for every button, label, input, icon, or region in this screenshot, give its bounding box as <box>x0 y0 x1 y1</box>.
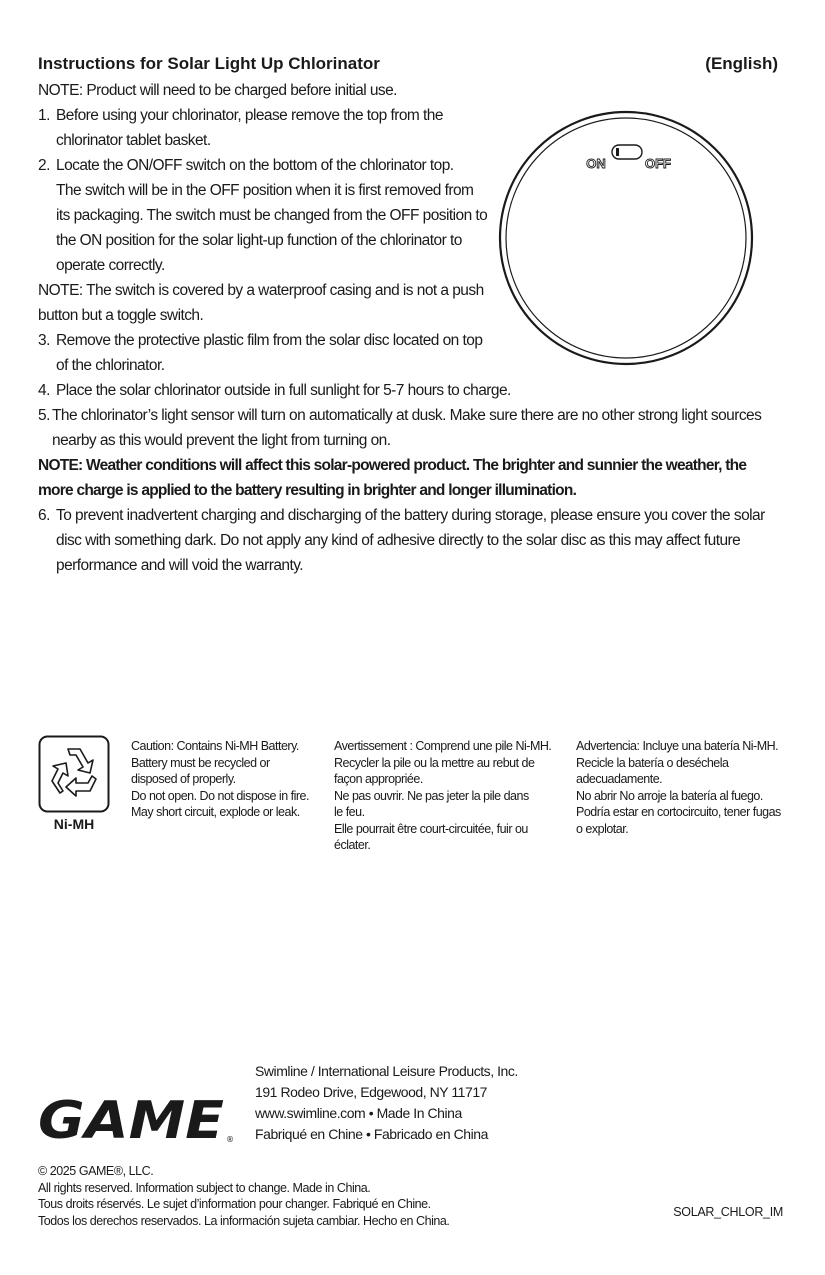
warning-line: le feu. <box>334 805 365 819</box>
warning-line: Caution: Contains Ni-MH Battery. <box>131 739 299 753</box>
note-line: button but a toggle switch. <box>38 307 204 324</box>
warning-line: éclater. <box>334 838 371 852</box>
step-line: nearby as this would prevent the light from turning on. <box>52 432 391 449</box>
document-code: SOLAR_CHLOR_IM <box>673 1205 783 1219</box>
step-line: The switch will be in the OFF position when it is first removed from <box>56 182 474 199</box>
step-number: 5. <box>38 407 50 424</box>
step-6 <box>38 503 783 578</box>
warning-line: disposed of properly. <box>131 772 236 786</box>
copyright-line: Todos los derechos reservados. La información sujeta cambiar. Hecho en China. <box>38 1213 450 1228</box>
language-label: (English) <box>705 54 778 73</box>
copyright-line: © 2025 GAME®, LLC. <box>38 1164 154 1178</box>
note-line: more charge is applied to the battery resulting in brighter and longer illumination. <box>38 482 577 499</box>
note-line: NOTE: The switch is covered by a waterproof casing and is not a push <box>38 282 484 299</box>
step-number: 6. <box>38 507 50 524</box>
step-line: Remove the protective plastic film from the solar disc located on top <box>56 332 483 349</box>
step-line: disc with something dark. Do not apply any kind of adhesive directly to the solar disc as this may affect future <box>56 532 741 549</box>
step-4 <box>38 378 778 403</box>
battery-warning-spanish <box>576 738 791 837</box>
step-line: Locate the ON/OFF switch on the bottom of the chlorinator top. <box>56 157 454 174</box>
battery-type-label: Ni-MH <box>53 816 95 832</box>
address-line: Swimline / International Leisure Products, Inc. <box>255 1063 518 1079</box>
step-line: To prevent inadvertent charging and discharging of the battery during storage, please ensure you cover the solar <box>56 507 765 524</box>
on-label: ON <box>586 156 606 171</box>
warning-line: o explotar. <box>576 821 629 836</box>
step-3 <box>38 328 508 378</box>
step-line: Before using your chlorinator, please remove the top from the <box>56 107 443 124</box>
address-line: www.swimline.com • Made In China <box>255 1105 462 1121</box>
logo-text: GAME <box>38 1091 224 1146</box>
address-line: Fabriqué en Chine • Fabricado en China <box>255 1126 488 1142</box>
step-line: its packaging. The switch must be changed from the OFF position to <box>56 207 488 224</box>
step-line: chlorinator tablet basket. <box>56 132 211 149</box>
warning-line: Elle pourrait être court-circuitée, fuir ou <box>334 821 528 836</box>
step-number: 2. <box>38 157 50 174</box>
copyright-line: All rights reserved. Information subject to change. Made in China. <box>38 1180 371 1195</box>
chlorinator-top-diagram <box>498 110 754 366</box>
step-number: 4. <box>38 382 50 399</box>
battery-warning-french <box>334 738 569 854</box>
toggle-knob <box>616 148 619 156</box>
step-line: of the chlorinator. <box>56 357 165 374</box>
copyright-line: Tous droits réservés. Le sujet d’information pour changer. Fabriqué en Chine. <box>38 1197 431 1211</box>
copyright-block <box>38 1163 449 1229</box>
off-label: OFF <box>645 156 671 171</box>
warning-line: Advertencia: Incluye una batería Ni-MH. <box>576 739 779 753</box>
warning-line: Ne pas ouvrir. Ne pas jeter la pile dans <box>334 788 529 803</box>
warning-line: Recycler la pile ou la mettre au rebut de <box>334 755 535 770</box>
warning-line: Recicle la batería o deséchela <box>576 755 729 770</box>
step-5 <box>38 403 783 453</box>
warning-line: Do not open. Do not dispose in fire. <box>131 788 309 803</box>
step-line: the ON position for the solar light-up function of the chlorinator to <box>56 232 462 249</box>
registered-mark: ® <box>226 1135 234 1144</box>
page-title: Instructions for Solar Light Up Chlorinator <box>38 54 380 73</box>
game-logo <box>36 1090 236 1146</box>
switch-note <box>38 278 484 328</box>
warning-line: No abrir No arroje la batería al fuego. <box>576 788 763 803</box>
note-line: NOTE: Weather conditions will affect this solar-powered product. The brighter and sunnier the weather, the <box>38 457 747 474</box>
address-line: 191 Rodeo Drive, Edgewood, NY 11717 <box>255 1084 488 1100</box>
step-2 <box>38 153 508 278</box>
warning-line: Avertissement : Comprend une pile Ni-MH. <box>334 739 552 753</box>
step-line: The chlorinator’s light sensor will turn on automatically at dusk. Make sure there are no other strong light sources <box>52 407 762 424</box>
company-address <box>255 1061 518 1145</box>
intro-note: NOTE: Product will need to be charged before initial use. <box>38 82 397 99</box>
step-line: operate correctly. <box>56 257 165 274</box>
warning-line: façon appropriée. <box>334 772 423 786</box>
warning-line: May short circuit, explode or leak. <box>131 805 300 819</box>
warning-line: Battery must be recycled or <box>131 755 270 770</box>
step-line: performance and will void the warranty. <box>56 557 304 574</box>
battery-warning-english <box>131 738 321 821</box>
step-number: 3. <box>38 332 50 349</box>
weather-note <box>38 453 783 503</box>
step-number: 1. <box>38 107 50 124</box>
step-line: Place the solar chlorinator outside in full sunlight for 5-7 hours to charge. <box>56 382 511 399</box>
warning-line: adecuadamente. <box>576 772 663 786</box>
step-1 <box>38 103 508 153</box>
recycle-icon <box>38 735 110 833</box>
warning-line: Podría estar en cortocircuito, tener fugas <box>576 805 781 819</box>
title-row <box>38 54 778 78</box>
